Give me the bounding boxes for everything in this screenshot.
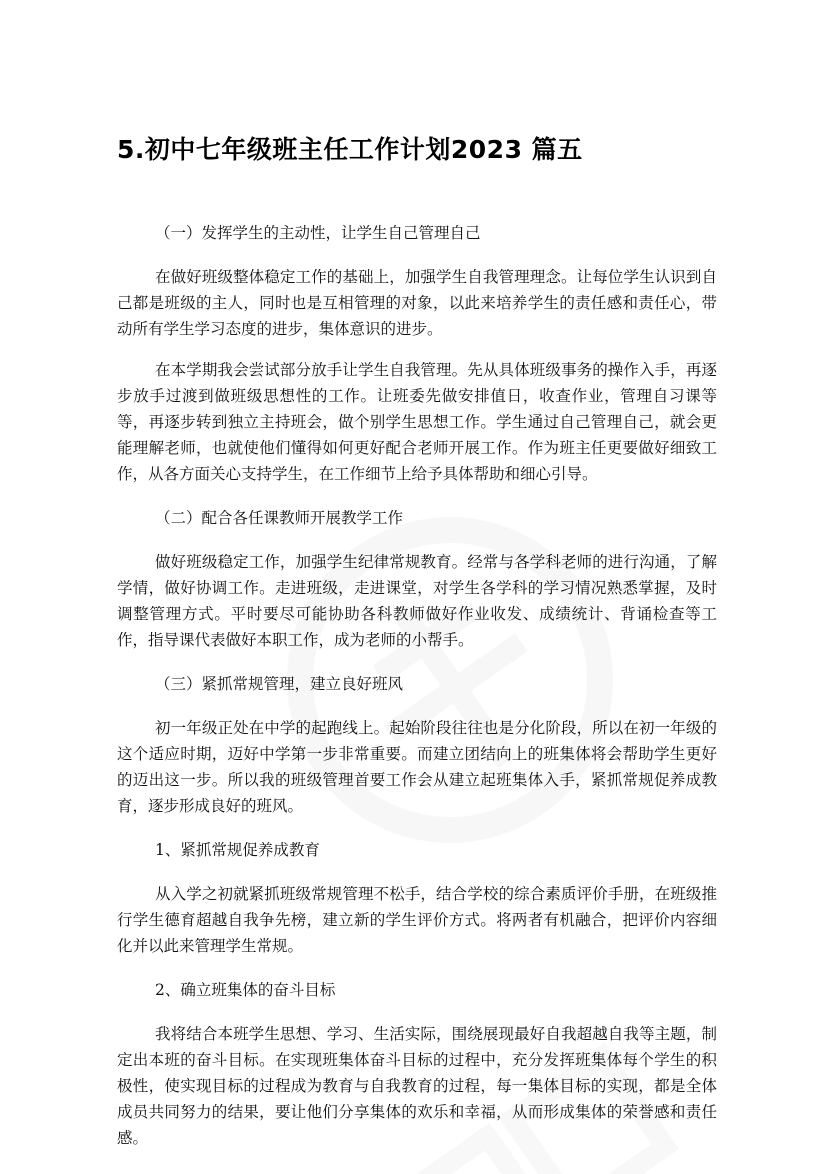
- section-heading-3: （三）紧抓常规管理，建立良好班风: [155, 675, 404, 693]
- paragraph: 在做好班级整体稳定工作的基础上，加强学生自我管理理念。让每位学生认识到自己都是班级的主人，同时也是互相管理的对象，以此来培养学生的责任感和责任心，带动所有学生学习态度的进步，集体意识的进步。: [117, 268, 717, 338]
- paragraph: 在本学期我会尝试部分放手让学生自我管理。先从具体班级事务的操作入手，再逐步放手过渡到做班级思想性的工作。让班委先做安排值日，收查作业，管理自习课等等，再逐步转到独立主持班会，做个别学生思想工作。学生通过自己管理自己，就会更能理解老师，也就使他们懂得如何更好配合老师开展工作。作为班主任更要做好细致工作，从各方面关心支持学生，在工作细节上给予具体帮助和细心引导。: [117, 361, 717, 483]
- section-heading-2: （二）配合各任课教师开展教学工作: [155, 509, 404, 527]
- subsection-heading-2: 2、确立班集体的奋斗目标: [155, 981, 336, 999]
- paragraph: 初一年级正处在中学的起跑线上。起始阶段往往也是分化阶段，所以在初一年级的这个适应时期，迈好中学第一步非常重要。而建立团结向上的班集体将会帮助学生更好的迈出这一步。所以我的班级管理首要工作会从建立起班集体入手，紧抓常规促养成教育，逐步形成良好的班风。: [117, 719, 717, 815]
- section-heading-1: （一）发挥学生的主动性，让学生自己管理自己: [155, 224, 481, 242]
- subsection-heading-1: 1、紧抓常规促养成教育: [155, 841, 320, 859]
- page-title: 5.初中七年级班主任工作计划2023 篇五: [117, 135, 583, 164]
- document-body: [117, 220, 717, 1151]
- paragraph: 从入学之初就紧抓班级常规管理不松手，结合学校的综合素质评价手册，在班级推行学生德育超越自我争先榜，建立新的学生评价方式。将两者有机融合，把评价内容细化并以此来管理学生常规。: [117, 885, 717, 955]
- paragraph: 做好班级稳定工作，加强学生纪律常规教育。经常与各学科老师的进行沟通，了解学情，做好协调工作。走进班级，走进课堂，对学生各学科的学习情况熟悉掌握，及时调整管理方式。平时要尽可能协助各科教师做好作业收发、成绩统计、背诵检查等工作，指导课代表做好本职工作，成为老师的小帮手。: [117, 553, 717, 649]
- paragraph: 我将结合本班学生思想、学习、生活实际，围绕展现最好自我超越自我等主题，制定出本班的奋斗目标。在实现班集体奋斗目标的过程中，充分发挥班集体每个学生的积极性，使实现目标的过程成为教育与自我教育的过程，每一集体目标的实现，都是全体成员共同努力的结果，要让他们分享集体的欢乐和幸福，从而形成集体的荣誉感和责任感。: [117, 1025, 717, 1147]
